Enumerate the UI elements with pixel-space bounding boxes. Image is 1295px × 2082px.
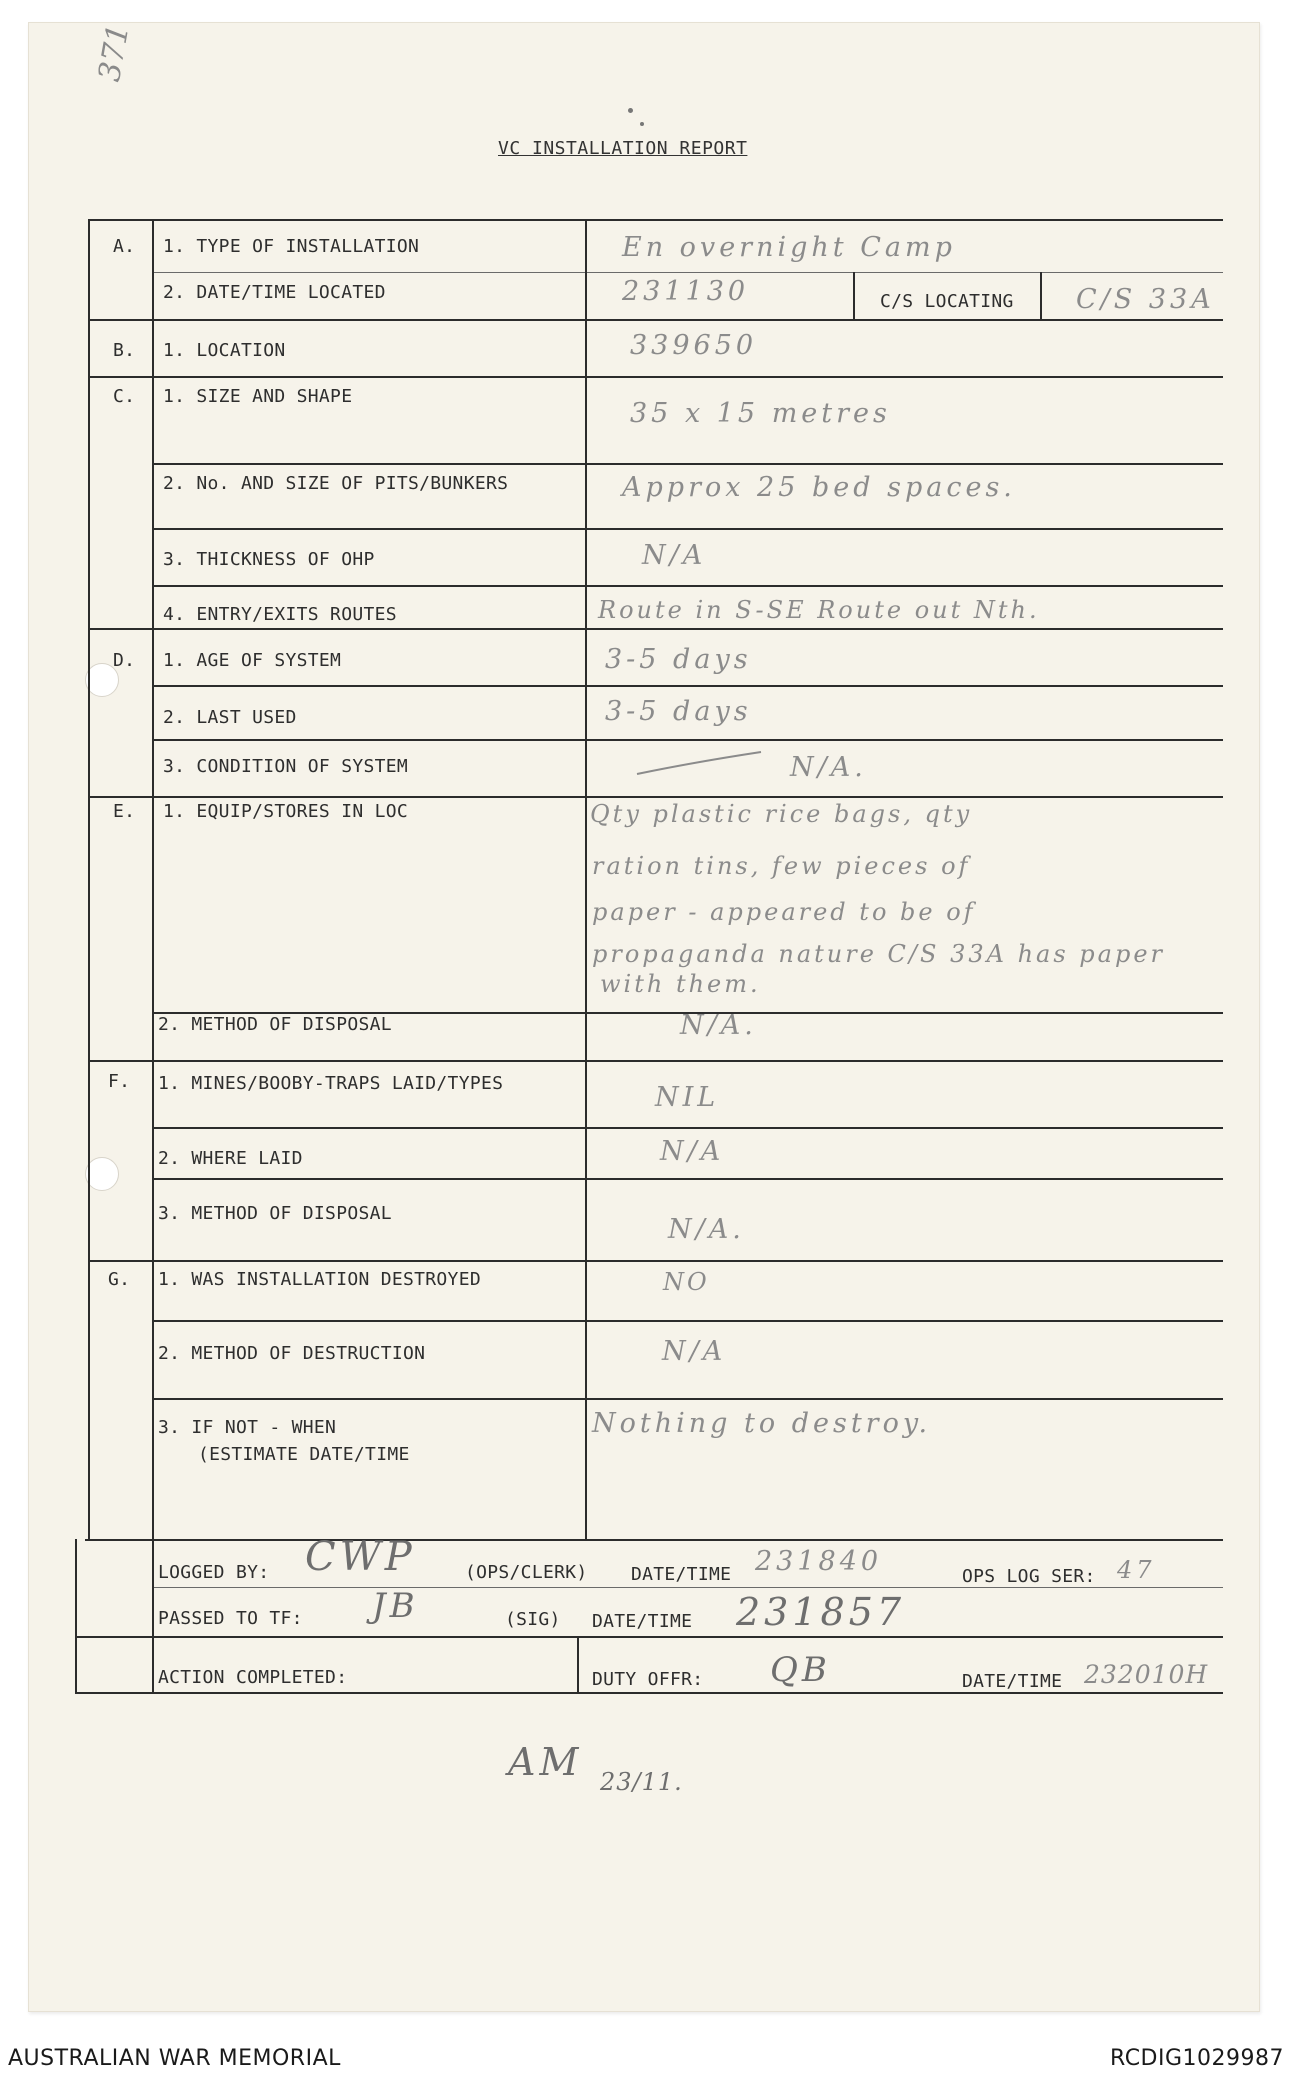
type-of-installation-label: 1. TYPE OF INSTALLATION xyxy=(163,236,420,257)
age-of-system-label: 1. AGE OF SYSTEM xyxy=(163,650,342,671)
section-letter-c: C. xyxy=(113,386,136,407)
report-title: VC INSTALLATION REPORT xyxy=(498,138,748,159)
reviewer-initials: AM xyxy=(508,1740,583,1784)
section-letter-b: B. xyxy=(113,340,136,361)
entry-exit-routes-value: Route in S-SE Route out Nth. xyxy=(598,596,1040,624)
action-datetime-label: DATE/TIME xyxy=(962,1671,1063,1692)
ink-dot xyxy=(628,108,633,113)
last-used-value: 3-5 days xyxy=(605,696,752,727)
condition-of-system-value: N/A. xyxy=(790,752,867,783)
archive-institution: AUSTRALIAN WAR MEMORIAL xyxy=(8,2046,341,2071)
size-and-shape-value: 35 x 15 metres xyxy=(630,398,891,429)
reviewer-date: 23/11. xyxy=(600,1768,683,1796)
section-letter-f: F. xyxy=(108,1071,131,1092)
logged-by-label: LOGGED BY: xyxy=(158,1562,270,1583)
installation-destroyed-label: 1. WAS INSTALLATION DESTROYED xyxy=(158,1269,481,1290)
mines-disposal-value: N/A. xyxy=(668,1214,745,1245)
passed-to-tf-label: PASSED TO TF: xyxy=(158,1608,303,1629)
if-not-when-value: Nothing to destroy. xyxy=(592,1408,932,1439)
destruction-method-value: N/A xyxy=(662,1336,727,1367)
ohp-thickness-value: N/A xyxy=(642,540,707,571)
action-completed-label: ACTION COMPLETED: xyxy=(158,1667,348,1688)
sig-label: (SIG) xyxy=(505,1609,561,1630)
location-value: 339650 xyxy=(630,330,758,361)
ops-log-ser-value: 47 xyxy=(1117,1556,1156,1584)
section-letter-a: A. xyxy=(113,236,136,257)
age-of-system-value: 3-5 days xyxy=(605,644,752,675)
disposal-method-value: N/A. xyxy=(680,1010,757,1041)
equip-stores-line: ration tins, few pieces of xyxy=(592,852,971,880)
disposal-method-label: 2. METHOD OF DISPOSAL xyxy=(158,1014,392,1035)
cs-locating-label: C/S LOCATING xyxy=(880,291,1014,312)
where-laid-value: N/A xyxy=(660,1136,725,1167)
equip-stores-line: paper - appeared to be of xyxy=(592,898,976,926)
passed-to-tf-signature: JB xyxy=(372,1586,419,1626)
destruction-method-label: 2. METHOD OF DESTRUCTION xyxy=(158,1343,426,1364)
duty-offr-signature: QB xyxy=(770,1650,831,1690)
passed-datetime-value: 231857 xyxy=(736,1590,906,1634)
where-laid-label: 2. WHERE LAID xyxy=(158,1148,303,1169)
estimate-date-time-label: (ESTIMATE DATE/TIME xyxy=(198,1444,410,1465)
section-letter-e: E. xyxy=(113,801,136,822)
logged-datetime-label: DATE/TIME xyxy=(631,1564,732,1585)
section-letter-g: G. xyxy=(108,1269,131,1290)
ink-dot xyxy=(640,122,644,126)
passed-datetime-label: DATE/TIME xyxy=(592,1611,693,1632)
equip-stores-line: Qty plastic rice bags, qty xyxy=(590,800,973,828)
date-time-located-value: 231130 xyxy=(622,276,750,307)
section-letter-d: D. xyxy=(113,650,136,671)
logged-by-signature: CWP xyxy=(305,1534,416,1580)
action-datetime-value: 232010H xyxy=(1084,1660,1209,1689)
ops-log-ser-label: OPS LOG SER: xyxy=(962,1566,1096,1587)
mines-disposal-label: 3. METHOD OF DISPOSAL xyxy=(158,1203,392,1224)
archive-reference: RCDIG1029987 xyxy=(1110,2046,1285,2071)
logged-datetime-value: 231840 xyxy=(755,1546,883,1577)
pits-bunkers-value: Approx 25 bed spaces. xyxy=(622,472,1016,503)
condition-of-system-label: 3. CONDITION OF SYSTEM xyxy=(163,756,409,777)
pits-bunkers-label: 2. No. AND SIZE OF PITS/BUNKERS xyxy=(163,473,509,494)
mines-booby-traps-value: NIL xyxy=(655,1082,720,1113)
equip-stores-label: 1. EQUIP/STORES IN LOC xyxy=(163,801,409,822)
last-used-label: 2. LAST USED xyxy=(163,707,297,728)
duty-offr-label: DUTY OFFR: xyxy=(592,1669,704,1690)
ops-clerk-label: (OPS/CLERK) xyxy=(465,1562,588,1583)
if-not-when-label: 3. IF NOT - WHEN xyxy=(158,1417,337,1438)
page-number: 371 xyxy=(92,21,137,85)
strike-line xyxy=(635,748,765,778)
size-and-shape-label: 1. SIZE AND SHAPE xyxy=(163,386,353,407)
mines-booby-traps-label: 1. MINES/BOOBY-TRAPS LAID/TYPES xyxy=(158,1073,504,1094)
date-time-located-label: 2. DATE/TIME LOCATED xyxy=(163,282,386,303)
ohp-thickness-label: 3. THICKNESS OF OHP xyxy=(163,549,375,570)
type-of-installation-value: En overnight Camp xyxy=(622,232,956,263)
cs-locating-value: C/S 33A xyxy=(1076,284,1215,315)
installation-destroyed-value: NO xyxy=(663,1268,710,1296)
location-label: 1. LOCATION xyxy=(163,340,286,361)
equip-stores-line: with them. xyxy=(600,970,761,998)
equip-stores-line: propaganda nature C/S 33A has paper xyxy=(592,940,1165,968)
punch-hole-bottom xyxy=(85,1157,119,1191)
entry-exit-routes-label: 4. ENTRY/EXITS ROUTES xyxy=(163,604,397,625)
